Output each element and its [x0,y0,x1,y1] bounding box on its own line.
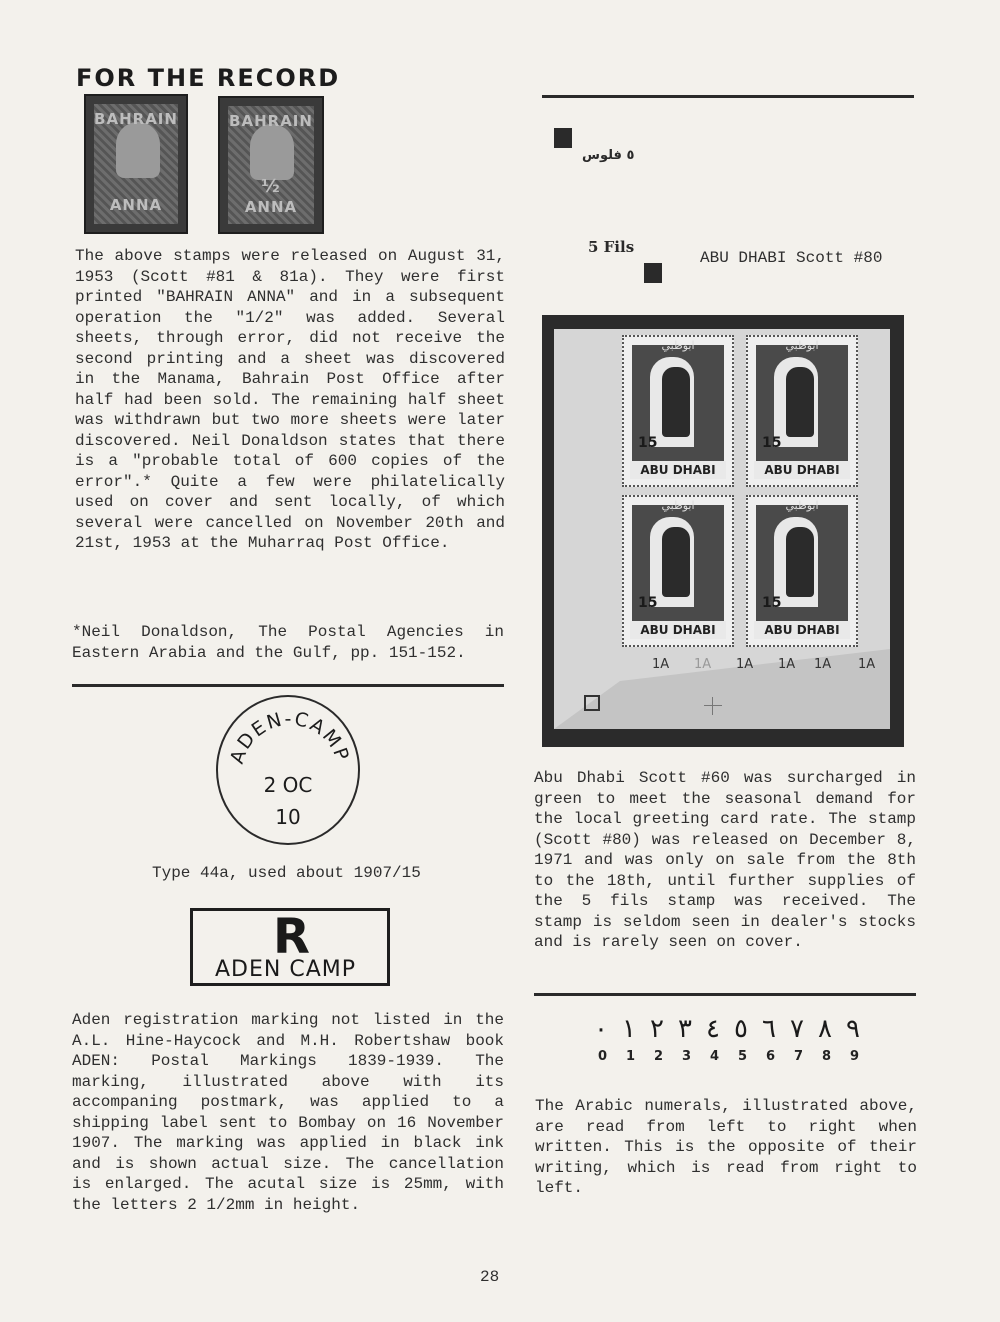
stamp-overprint-bottom: ANNA [244,198,298,216]
page-number: 28 [480,1268,500,1286]
arabic-numeral: ٠ [594,1014,608,1044]
stamp-value: 15 [638,595,658,611]
stamp-overprint-bottom: ANNA [109,196,163,214]
arabic-numeral: ١ [622,1014,636,1044]
abu-dhabi-caption: ABU DHABI Scott #80 [700,249,883,267]
latin-numeral: 8 [822,1049,832,1064]
arabic-numeral: ٧ [790,1014,804,1044]
portrait-face [786,527,814,597]
portrait-face [662,527,690,597]
registration-square-mark [584,695,600,711]
queen-portrait [116,122,160,178]
stamp-name: ABU DHABI [630,461,726,479]
stamp-arabic: ابوظبي [785,499,819,512]
stamp-name: ABU DHABI [754,621,850,639]
plate-number: 1A [694,657,712,672]
latin-numeral: 3 [682,1049,692,1064]
plate-number: 1A [814,657,832,672]
surcharge-arabic: ٥ فلوس [582,148,635,163]
latin-numerals-row [598,1049,874,1067]
arabic-numeral: ٨ [818,1014,832,1044]
postmark-caption: Type 44a, used about 1907/15 [152,864,421,882]
surcharge-latin: 5 Fils [588,238,635,256]
registration-cross-mark [704,705,722,706]
plate-number: 1A [858,657,876,672]
portrait-face [786,367,814,437]
postmark-arc-label: ADEN-CAMP [225,707,354,767]
svg-text:ADEN-CAMP [226,708,354,767]
abu-dhabi-block-photo [542,315,904,747]
numerals-paragraph: The Arabic numerals, illustrated above, are read from left to right when written. This is the opposite of their writing, which is read from right to left. [535,1097,917,1197]
latin-numeral: 0 [598,1049,608,1064]
latin-numeral: 9 [850,1049,860,1064]
block-stamp [746,335,858,487]
bahrain-paragraph: The above stamps were released on August 31, 1953 (Scott #81 & 81a). They were first printed "BAHRAIN ANNA" and in a subsequent operation the "1/2" was added. Several sheets, through error, did not receive the second printing and a sheet was discovered in the Manama, Bahrain Post Office after half had been sold. The remaining half sheet was withdrawn but two more sheets were later discovered. Neil Donaldson states that there is a "probable total of 600 copies of the error".* Quite a few were philatelically used on cover and sent locally, of which several were cancelled on November 20th and 21st, 1953 at the Muharraq Post Office. [75,247,505,552]
abu-dhabi-paragraph: Abu Dhabi Scott #60 was surcharged in green to meet the seasonal demand for the local greeting card rate. The stamp (Scott #80) was released on December 8, 1971 and was only on sale from the 8th to the 18th, until further supplies of the 5 fils stamp was received. The stamp is seldom seen in dealer's stocks and is rarely seen on cover. [534,769,916,951]
page-heading: FOR THE RECORD [76,64,341,92]
arabic-numeral: ٤ [706,1014,720,1044]
latin-numeral: 6 [766,1049,776,1064]
block-stamp [622,495,734,647]
latin-numeral: 7 [794,1049,804,1064]
stamp-name: ABU DHABI [630,621,726,639]
stamp-overprint-fraction: ½ [261,176,281,197]
stamp-arabic: ابوظبي [661,339,695,352]
registration-text: ADEN CAMP [215,957,356,982]
surcharge-block-icon [554,128,572,148]
bahrain-stamp-normal [218,96,324,234]
footnote: *Neil Donaldson, The Postal Agencies in Eastern Arabia and the Gulf, pp. 151-152. [72,623,504,662]
postmark-date: 2 OC [263,773,313,797]
registration-marking [190,908,390,986]
plate-number: 1A [778,657,796,672]
registration-letter: R [273,909,310,965]
arabic-numeral: ٢ [650,1014,664,1044]
portrait-face [662,367,690,437]
plate-number: 1A [652,657,670,672]
postmark-year: 10 [275,805,301,829]
queen-portrait [250,124,294,180]
divider [534,993,916,996]
latin-numeral: 1 [626,1049,636,1064]
divider [542,95,914,98]
arabic-numeral: ٦ [762,1014,776,1044]
stamp-arabic: ابوظبي [661,499,695,512]
divider [72,684,504,687]
arabic-numeral: ٥ [734,1014,748,1044]
stamp-arabic: ابوظبي [785,339,819,352]
stamp-value: 15 [762,595,782,611]
block-stamp [622,335,734,487]
plate-number: 1A [736,657,754,672]
surcharge-block-icon [644,263,662,283]
stamp-overprint-top: BAHRAIN [229,112,313,130]
stamp-overprint-top: BAHRAIN [94,110,178,128]
latin-numeral: 4 [710,1049,720,1064]
latin-numeral: 2 [654,1049,664,1064]
latin-numeral: 5 [738,1049,748,1064]
stamp-value: 15 [762,435,782,451]
arabic-numeral: ٣ [678,1014,692,1044]
stamp-value: 15 [638,435,658,451]
aden-postmark [216,695,360,845]
registration-cross-mark [712,697,713,715]
bahrain-stamp-error [84,94,188,234]
block-stamp [746,495,858,647]
sheet-margin [554,329,890,729]
arabic-numeral: ٩ [846,1014,860,1044]
arabic-numerals-row [594,1014,870,1046]
aden-paragraph: Aden registration marking not listed in the A.L. Hine-Haycock and M.H. Robertshaw book ADEN: Postal Markings 1839-1939. The marking, illustrated above with its accompaning postmark, was applied to a shipping label sent to Bombay on 16 November 1907. The marking was applied in black ink and is shown actual size. The cancellation is enlarged. The acutal size is 25mm, with the letters 2 1/2mm in height. [72,1011,504,1214]
stamp-name: ABU DHABI [754,461,850,479]
